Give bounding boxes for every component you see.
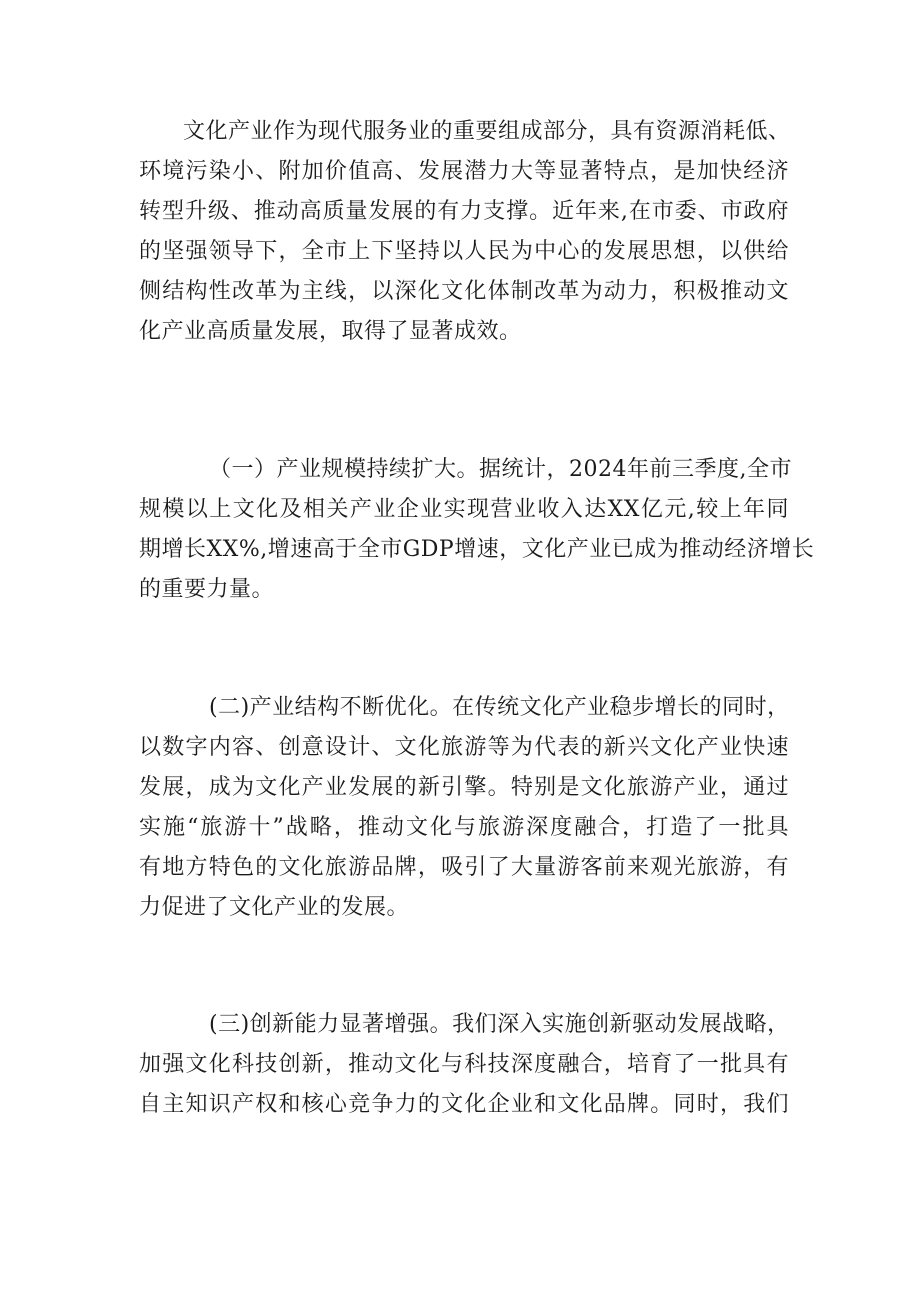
paragraph-innovation (139, 1005, 789, 1125)
text-line: 实施“旅游十”战略，推动文化与旅游深度融合，打造了一批具 (139, 815, 789, 840)
text-line: 的坚强领导下，全市上下坚持以人民为中心的发展思想，以供给 (139, 239, 789, 264)
text-line: （一）产业规模持续扩大。据统计，2024年前三季度,全市 (209, 457, 792, 482)
text-line: 侧结构性改革为主线，以深化文化体制改革为动力，积极推动文 (139, 279, 789, 304)
text-line: 化产业高质量发展，取得了显著成效。 (139, 319, 522, 344)
text-line: 发展，成为文化产业发展的新引擎。特别是文化旅游产业，通过 (139, 775, 789, 800)
text-line: 加强文化科技创新，推动文化与科技深度融合，培育了一批具有 (139, 1052, 789, 1077)
text-line: 期增长XX%,增速高于全市GDP增速，文化产业已成为推动经济增长 (139, 537, 815, 562)
text-line: 的重要力量。 (139, 577, 275, 602)
text-line: 以数字内容、创意设计、文化旅游等为代表的新兴文化产业快速 (139, 735, 789, 760)
text-line: 自主知识产权和核心竞争力的文化企业和文化品牌。同时，我们 (139, 1092, 789, 1117)
text-line: 规模以上文化及相关产业企业实现营业收入达XX亿元,较上年同 (139, 497, 789, 522)
text-line: 转型升级、推动高质量发展的有力支撑。近年来,在市委、市政府 (139, 199, 789, 224)
text-line: (三)创新能力显著增强。我们深入实施创新驱动发展战略， (209, 1012, 790, 1037)
paragraph-intro (139, 112, 789, 352)
text-line: 环境污染小、附加价值高、发展潜力大等显著特点，是加快经济 (139, 159, 789, 184)
paragraph-industry-structure (139, 688, 789, 928)
text-line: (二)产业结构不断优化。在传统文化产业稳步增长的同时， (209, 695, 790, 720)
text-line: 力促进了文化产业的发展。 (139, 895, 410, 920)
text-line: 有地方特色的文化旅游品牌，吸引了大量游客前来观光旅游，有 (139, 855, 789, 880)
text-line: 文化产业作为现代服务业的重要组成部分，具有资源消耗低、 (183, 119, 791, 144)
paragraph-industry-scale (139, 450, 815, 610)
